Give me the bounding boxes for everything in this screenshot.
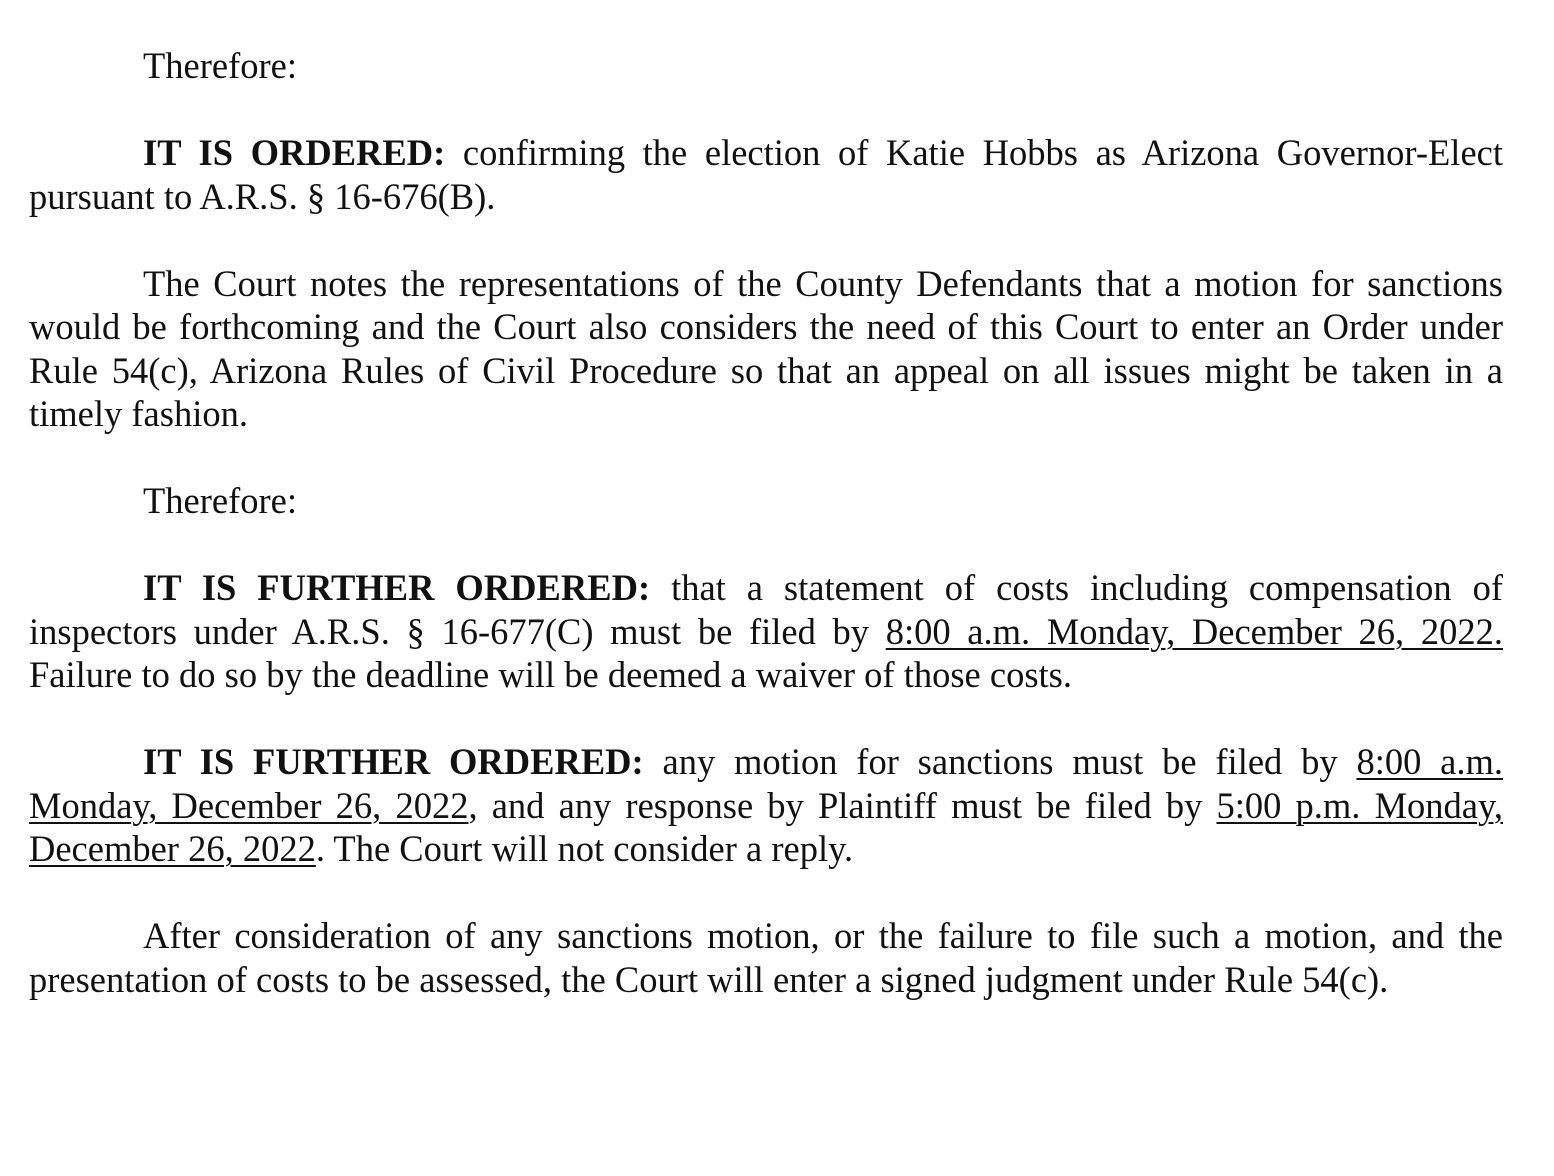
deadline-text: 8:00 a.m. Monday, December 26, 2022	[29, 741, 1503, 826]
therefore-text: Therefore:	[143, 45, 298, 86]
order-text: . The Court will not consider a reply.	[315, 828, 854, 869]
paragraph-after-consideration	[29, 914, 1503, 1001]
court-notes-text: The Court notes the representations of the County Defendants that a motion for sanctions would be forthcoming and the Court also considers the need of this Court to enter an Order under Rule 54(c), Arizona Rules of Civil Procedure so that an appeal on all issues might be taken in a timely fashion.	[29, 262, 1503, 434]
paragraph-spacer	[29, 871, 1503, 915]
order-text: any motion for sanctions must be filed by	[643, 741, 1357, 782]
paragraph-spacer	[29, 523, 1503, 567]
order-text: that a statement of costs including compensation of inspectors under A.R.S. § 16-677(C) must be filed by	[29, 567, 1503, 652]
order-heading: IT IS ORDERED:	[143, 132, 446, 173]
paragraph-therefore-1	[29, 44, 1503, 88]
order-heading: IT IS FURTHER ORDERED:	[143, 741, 644, 782]
paragraph-therefore-2	[29, 479, 1503, 523]
deadline-text: 8:00 a.m. Monday, December 26, 2022.	[885, 610, 1503, 652]
order-text: confirming the election of Katie Hobbs as Arizona Governor-Elect pursuant to A.R.S. § 16-676(B).	[29, 132, 1503, 217]
paragraph-court-notes	[29, 262, 1503, 436]
paragraph-further-ordered-sanctions	[29, 740, 1503, 871]
paragraph-spacer	[29, 218, 1503, 262]
document-body	[29, 44, 1503, 1001]
paragraph-further-ordered-costs	[29, 566, 1503, 697]
order-text: , and any response by Plaintiff must be filed by	[468, 784, 1217, 826]
deadline-text: 5:00 p.m. Monday, December 26, 2022	[29, 784, 1503, 869]
paragraph-spacer	[29, 436, 1503, 480]
order-heading: IT IS FURTHER ORDERED:	[143, 567, 651, 608]
paragraph-ordered	[29, 131, 1503, 218]
therefore-text: Therefore:	[143, 480, 298, 521]
paragraph-spacer	[29, 697, 1503, 741]
paragraph-spacer	[29, 88, 1503, 132]
order-text: Failure to do so by the deadline will be deemed a waiver of those costs.	[29, 654, 1073, 695]
after-consideration-text: After consideration of any sanctions motion, or the failure to file such a motion, and the presentation of costs to be assessed, the Court will enter a signed judgment under Rule 54(c).	[29, 915, 1503, 1000]
